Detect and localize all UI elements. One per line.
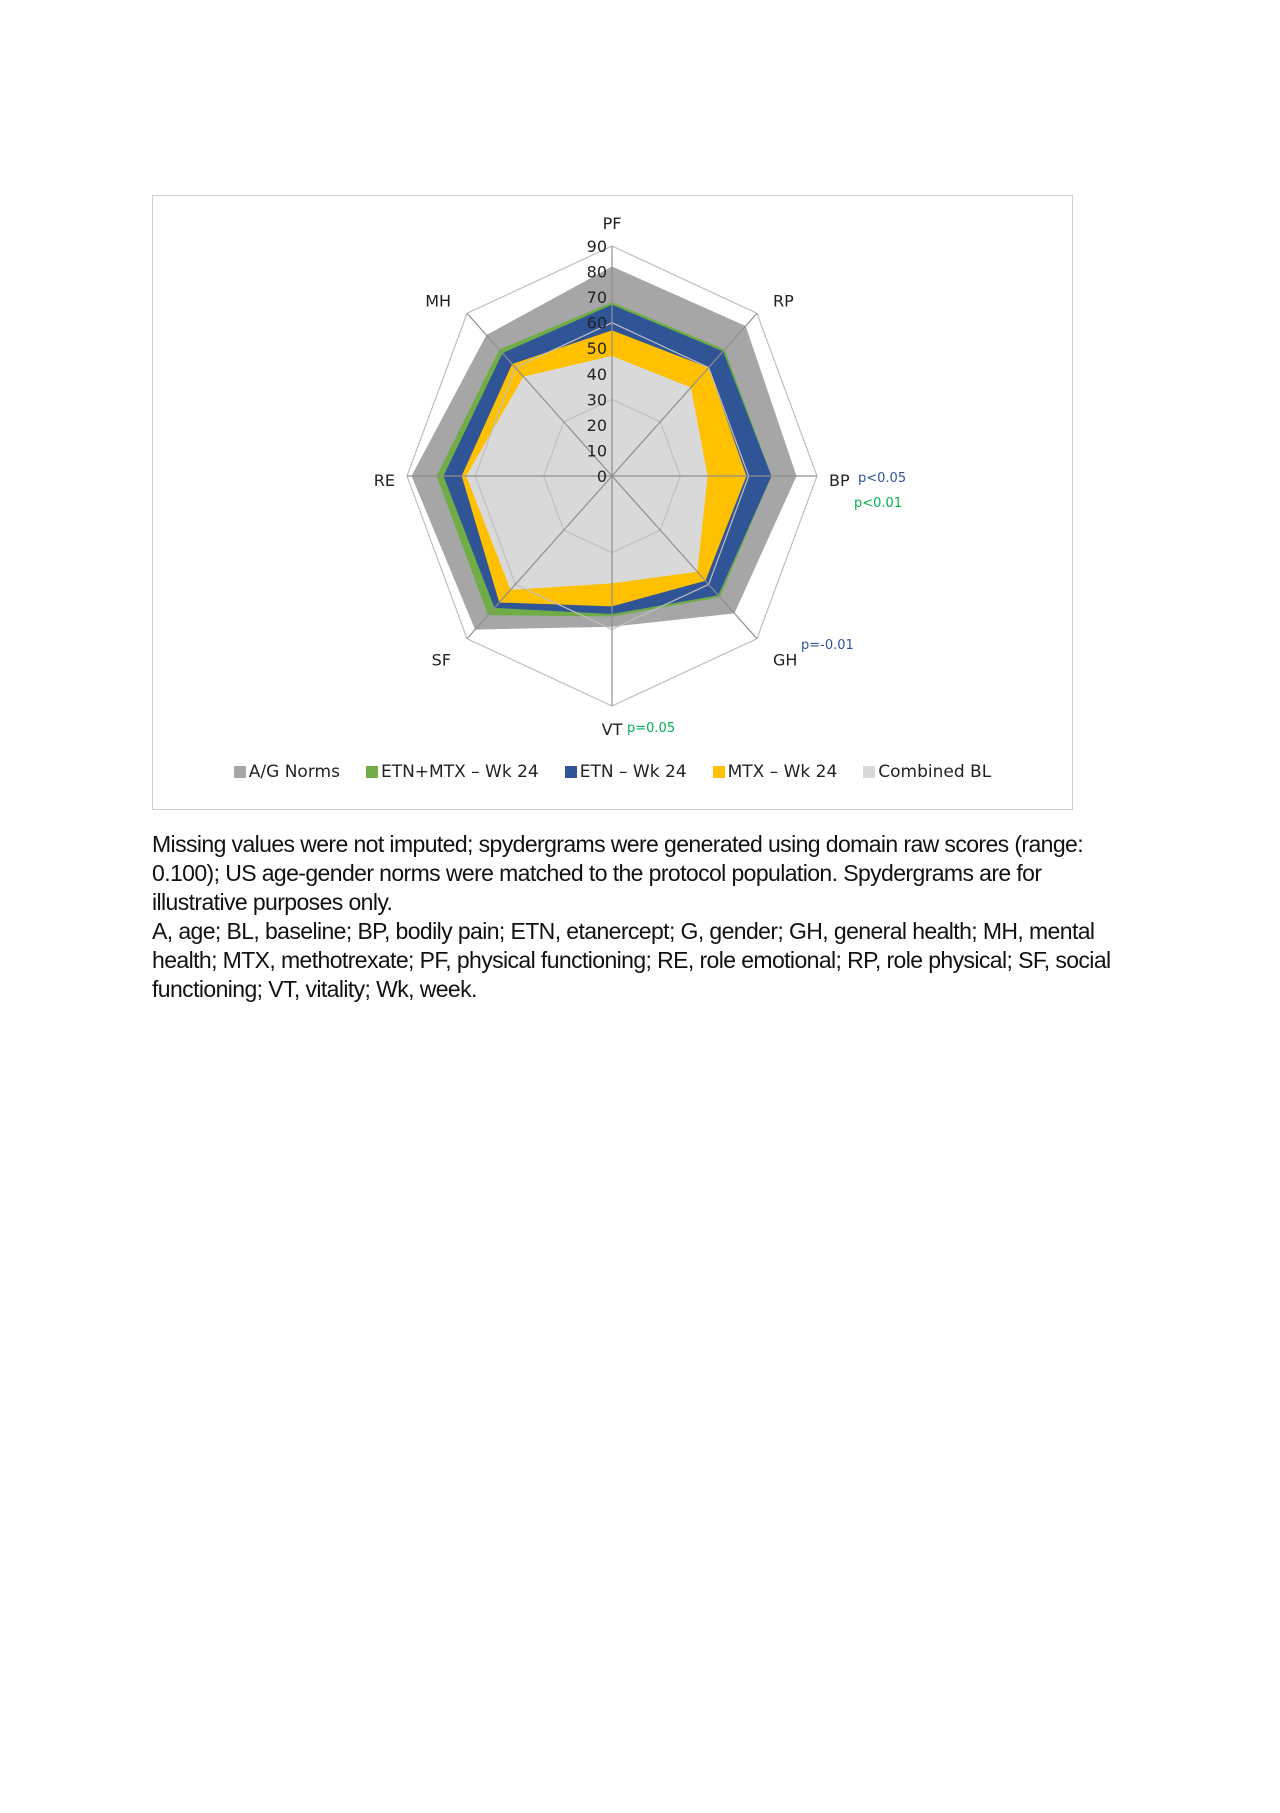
- significance-annotation: p<0.01: [854, 496, 903, 511]
- tick-label: 50: [586, 339, 607, 359]
- footnote-paragraph-2: A, age; BL, baseline; BP, bodily pain; ETN, etanercept; G, gender; GH, general health; MH, mental health; MTX, methotrexate; PF, physical functioning; RE, role emotional; RP, role physical; SF, social functioning; VT, vitality; Wk, week.: [152, 918, 1111, 1002]
- tick-label: 20: [586, 415, 607, 435]
- tick-label: 30: [586, 390, 607, 410]
- legend-swatch: [713, 766, 725, 778]
- tick-label: 70: [586, 288, 607, 308]
- legend-label: MTX – Wk 24: [727, 762, 838, 782]
- significance-annotation: p<0.05: [858, 471, 907, 486]
- significance-annotation: p=0.05: [627, 721, 676, 736]
- legend-label: ETN – Wk 24: [579, 762, 687, 782]
- axis-label-RE: RE: [373, 471, 395, 490]
- legend-swatch: [366, 766, 378, 778]
- radar-plot: [153, 196, 1074, 756]
- legend-item: [366, 762, 539, 782]
- axis-label-SF: SF: [431, 650, 452, 670]
- legend: [153, 762, 1072, 782]
- legend-item: [565, 762, 687, 782]
- legend-item: [234, 762, 340, 782]
- axis-label-PF: PF: [602, 214, 622, 233]
- axis-label-BP: BP: [829, 471, 850, 490]
- legend-swatch: [565, 766, 577, 778]
- footnote-paragraph-1: Missing values were not imputed; spydergrams were generated using domain raw scores (range: 0.100); US age-gender norms were matched to the protocol population. Spydergrams are for illustrative purposes only.: [152, 831, 1084, 915]
- axis-label-RP: RP: [772, 291, 794, 311]
- tick-label: 90: [586, 237, 607, 256]
- legend-label: Combined BL: [878, 762, 992, 782]
- tick-label: 0: [596, 467, 607, 486]
- legend-item: [713, 762, 838, 782]
- tick-label: 40: [586, 364, 607, 384]
- footnote: [152, 830, 1132, 1004]
- axis-label-MH: MH: [425, 291, 452, 311]
- significance-annotation: p=-0.01: [801, 638, 854, 653]
- tick-label: 10: [586, 441, 607, 461]
- radar-chart: [152, 195, 1073, 810]
- tick-label: 80: [586, 262, 607, 282]
- legend-swatch: [863, 766, 875, 778]
- legend-label: A/G Norms: [248, 762, 340, 782]
- legend-item: [863, 762, 991, 782]
- axis-label-VT: VT: [601, 720, 623, 739]
- axis-label-GH: GH: [772, 650, 798, 670]
- tick-label: 60: [586, 313, 607, 333]
- legend-swatch: [234, 766, 246, 778]
- legend-label: ETN+MTX – Wk 24: [380, 762, 539, 782]
